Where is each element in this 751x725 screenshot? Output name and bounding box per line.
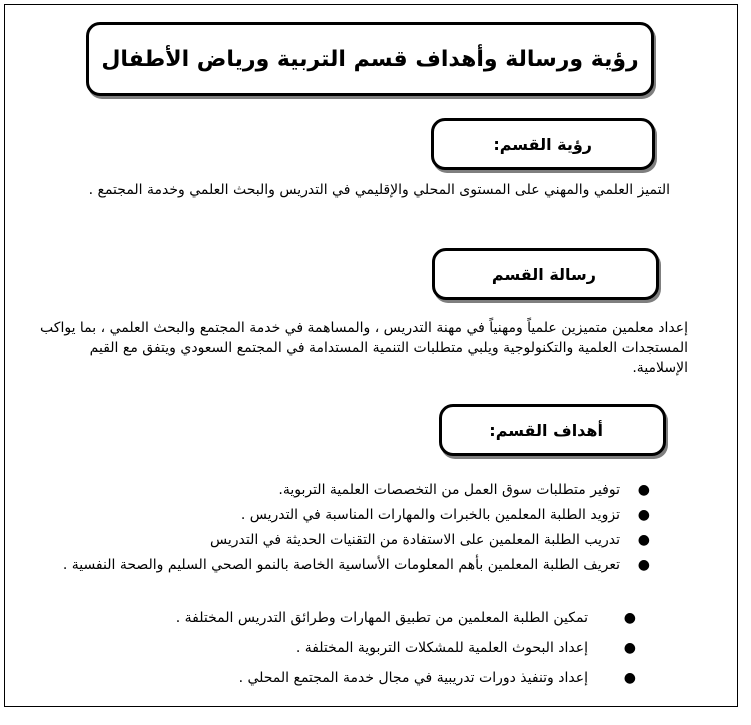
mission-heading: رسالة القسم — [491, 264, 596, 284]
bullet-icon: ● — [623, 610, 636, 626]
bullet-icon: ● — [623, 670, 636, 686]
goal-item — [160, 608, 636, 628]
vision-text: التميز العلمي والمهني على المستوى المحلي والإقليمي في التدريس والبحث العلمي وخدمة المجتمع . — [88, 182, 670, 198]
goal-item-text: توفير متطلبات سوق العمل من التخصصات العلمية التربوية. — [278, 482, 620, 498]
goal-item — [160, 638, 636, 658]
mission-heading-box — [432, 248, 659, 300]
goal-item-text: إعداد وتنفيذ دورات تدريبية في مجال خدمة المجتمع المحلي . — [238, 670, 588, 686]
bullet-icon: ● — [637, 482, 650, 498]
goal-item — [40, 530, 650, 550]
page-title — [86, 22, 654, 96]
page-title-text: رؤية ورسالة وأهداف قسم التربية ورياض الأطفال — [101, 46, 639, 72]
vision-heading-box — [431, 118, 655, 170]
goal-item — [40, 480, 650, 500]
goal-item-text: تدريب الطلبة المعلمين على الاستفادة من التقنيات الحديثة في التدريس — [210, 532, 620, 548]
mission-text: إعداد معلمين متميزين علمياً ومهنياً في مهنة التدريس ، والمساهمة في خدمة المجتمع والبحث العلمي ، بما يواكب المستجدات العلمية والتكنولوجية ويلبي متطلبات التنمية المستدامة في المجتمع السعودي ويتفق مع القيم الإسلامية. — [40, 320, 688, 376]
bullet-icon: ● — [637, 507, 650, 523]
bullet-icon: ● — [623, 640, 636, 656]
goal-item-text: تعريف الطلبة المعلمين بأهم المعلومات الأساسية الخاصة بالنمو الصحي السليم والصحة النفسية . — [62, 557, 620, 573]
goal-item-text: إعداد البحوث العلمية للمشكلات التربوية المختلفة . — [295, 640, 588, 656]
goals-list-secondary — [160, 608, 636, 698]
goals-heading: أهداف القسم: — [489, 420, 603, 440]
vision-heading: رؤية القسم: — [493, 134, 592, 154]
goal-item — [40, 555, 650, 575]
goal-item-text: تمكين الطلبة المعلمين من تطبيق المهارات وطرائق التدريس المختلفة . — [175, 610, 588, 626]
goal-item — [160, 668, 636, 688]
bullet-icon: ● — [637, 557, 650, 573]
goals-heading-box — [439, 404, 666, 456]
goal-item-text: تزويد الطلبة المعلمين بالخبرات والمهارات المناسبة في التدريس . — [240, 507, 620, 523]
goal-item — [40, 505, 650, 525]
goals-list-primary — [40, 480, 650, 580]
bullet-icon: ● — [637, 532, 650, 548]
